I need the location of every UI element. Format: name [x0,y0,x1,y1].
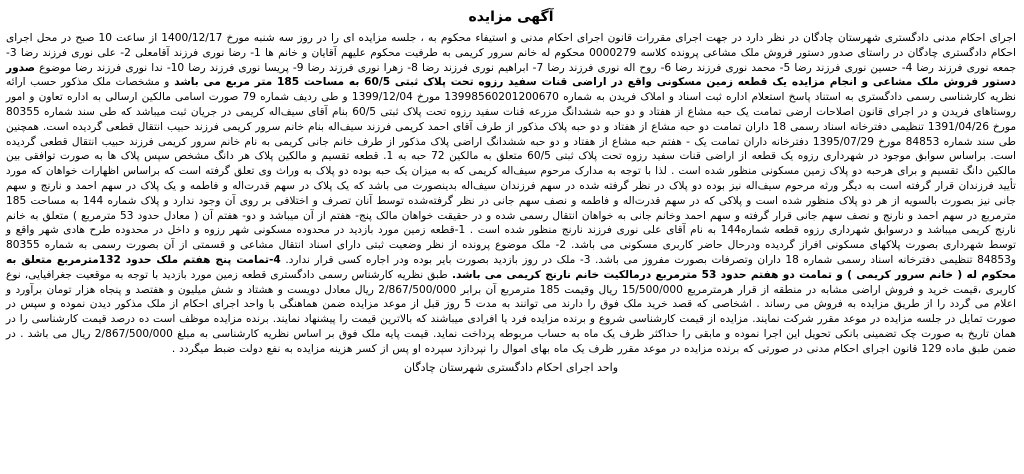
notice-page [6,6,1016,468]
notice-paragraph-intro: اجرای احکام مدنی دادگستری شهرستان چادگان در نظر دارد در جهت اجرای مقررات قانون اجرای احکام مدنی و استیفاء محکوم به ، جلسه مزایده ای را در روز سه شنبه مورخ 1400/12/17 از ساعت 10 صبح در محل اجرای احکام دادگستری چادگان در راستای صدور دستور فروش ملک مشاعی پرونده کلاسه 0000279 محکوم له خانم سرور کریمی به طرفیت محکوم علیهم آقایان و خانم ها 1- رضا نوری فرزند آقامعلی 2- علی نوری فرزند رضا 3- جمعه نوری فرزند رضا 4- حسین نوری فرزند رضا 5- محمد نوری فرزند رضا 6- روح اله نوری فرزند رضا 7- ابراهیم نوری فرزند رضا 8- زهرا نوری فرزند رضا 9- پریسا نوری فرزند رضا 10- ندا نوری فرزند رضا موضوع [6,32,1017,74]
notice-body [6,31,1016,357]
notice-title: آگهی مزایده [468,9,554,25]
notice-paragraph-subject: صدور دستور فروش ملک مشاعی و انجام مزایده یک قطعه زمین مسکونی واقع در اراضی قنات سفید رزوه تحت پلاک ثبتی 60/5 به مساحت 185 متر مربع می باشد [6,61,1016,89]
notice-paragraph-details: و مشخصات ملک مذکور حسب ارائه نظریه کارشناسی رسمی دادگستری به استناد پاسخ استعلام اداره ثبت اسناد و املاک فریدن به شماره 13998560201200670 مورخ 1399/12/04 و طی ردیف شماره 79 صورت اسامی مالکین ارسالی به اداره تعاون و امور روستاهای فریدن و در اجرای قانون اصلاحات ارضی تمامت یک حبه مشاع از هفتاد و دو حبه ششدانگ مزرعه قنات سفید رزوه تحت پلاک ثبتی 60/5 بنام آقای سیف‌اله کریمی در جریان ثبت میباشد که طی سند شماره 80355 مورخ 1391/04/26 تنظیمی دفترخانه اسناد رسمی 18 داران تمامت دو حبه مشاع از هفتاد و دو حبه پلاک مذکور از طرف آقای احمد کریمی فرزند سیف‌اله بنام خانم سرور کریمی فرزند حبیب انتقال قطعی گردیده است. همچنین طی سند شماره 84853 مورخ 1395/07/29 دفترخانه داران تمامت یک - هفتم حبه مشاع از هفتاد و دو حبه ششدانگ اراضی پلاک مذکور از طرف خانم جانی کریمی به نام خانم سرور کریمی فرزند حبیب انتقال قطعی گردیده است. براساس سوابق موجود در شهرداری رزوه یک قطعه از اراضی قنات سفید رزوه تحت پلاک ثبتی 60/5 متعلق به مالکین 72 حبه به 1. قطعه تقسیم و مالکین پلاک هر دانگ مشخص سپس پلاک ها به صورت توافقی بین مالکین دانگ تقسیم و برای هرحبه دو پلاک زمین مسکونی منظور شده است . لذا با توجه به مدارک مرحوم سیف‌اله کریمی که به میزان یک حبه بوده دو پلاک به وراث وی تعلق گرفته است که براساس اظهارات خواهان که مورد تأیید فرزندان قرار گرفته است به دیگر ورثه مرحوم سیف‌اله نیز بوده دو پلاک در نظر گرفته شده در سهم فرزندان سیف‌اله بدینصورت می باشد که یک پلاک در سهم قدرت‌اله و فاطمه و یک پلاک در سهم احمد و نارنج و سهم جانی نیز بصورت بالسویه از هر دو پلاک منظور شده است و پلاکی که در سهم قدرت‌اله و فاطمه و نصف سهم جانی در نظر گرفته‌شده توسط آنان تصرف و اختلافی بر روی آن وجود ندارد و پلاک شماره 144 به مساحت 185 مترمربع در سهم احمد و نارنج و نصف سهم جانی قرار گرفته و سهم احمد وخانم جانی به خواهان انتقال رسمی شده و در حقیقت خواهان مالک پنج- هفتم از آن میباشد و دو- هفتم آن ( معادل حدود 53 مترمربع ) متعلق به خانم نارنج کریمی میباشد و درسوابق شهرداری رزوه قطعه شماره144 به نام آقای علی نوری فرزند نارنج منظور شده است . 1-قطعه زمین مورد بازدید در محدوده مسکونی شهر رزوه و داخل در محدوده طرح هادی شهر واقع و توسط شهرداری بصورت پلاکهای مسکونی افراز گردیده ودرحال حاضر کاربری مسکونی می باشد. 2- ملک موضوع پرونده از نظر وضعیت ثبتی دارای اسناد انتقال مشاعی و قسمتی از آن بصورت رسمی به شماره 80355 و84853 تنظیمی دفترخانه اسناد رسمی شماره 18 داران وتصرفات بصورت مفروز می باشد. 3- ملک در روز بازدید بصورت باير بوده ودر اجاره کسی قرار ندارد. [6,76,1016,266]
notice-paragraph-terms: طبق نظریه کارشناس رسمی دادگستری قطعه زمین مورد بازدید با توجه به موقعیت جغرافیایی، نوع کاربری ،قیمت خرید و فروش اراضی مشابه در منطقه از قرار هرمترمربع 15/500/000 ریال وقیمت 185 مترمربع آن برابر 2/867/500/000 ریال معادل دویست و هشتاد و شش میلیون و هفتصد و پنجاه هزار تومان برآورد و اعلام می گردد را از طریق مزایده به فروش می رساند . اشخاصی که قصد خرید ملک فوق را دارند می توانند به مدت 5 روز قبل از موعد مزایده ضمن هماهنگی با واحد اجرای احکام از ملک مذکور دیدن نموده و سپس در صورت تمایل در جلسه مزایده در موعد مقرر شرکت نمایند. مزایده از قیمت کارشناسی شروع و برنده مزایده فرد یا افرادی میباشند که بالاترین قیمت را پیشنهاد نمایند. برنده مزایده موظف است ده درصد قیمت کارشناسی را در همان تاریخ به صورت چک تضمینی بانکی تحویل این اجرا نموده و مابقی را حداکثر ظرف یک ماه به حساب مربوطه پرداخت نماید. قیمت پایه ملک فوق بر اساس نظریه کارشناسی به مبلغ 2/867/500/000 ریال می باشد . در ضمن طبق ماده 129 قانون اجرای احکام مدنی در صورتی که برنده مزایده در موعد مقرر ظرف یک ماه بهای اموال را نپردازد سپرده او پس از کسر هزینه مزایده به نفع دولت ضبط میگردد . [6,268,1017,355]
notice-paragraph-ownership: 4-تمامت پنج هفتم ملک حدود 132مترمربع متعلق به محکوم له ( خانم سرور کریمی ) و تمامت دو هفتم حدود 53 مترمربع درمالکیت خانم نارنج کریمی می باشد. [6,253,1017,281]
notice-signature: واحد اجرای احکام دادگستری شهرستان چادگان [403,360,619,374]
